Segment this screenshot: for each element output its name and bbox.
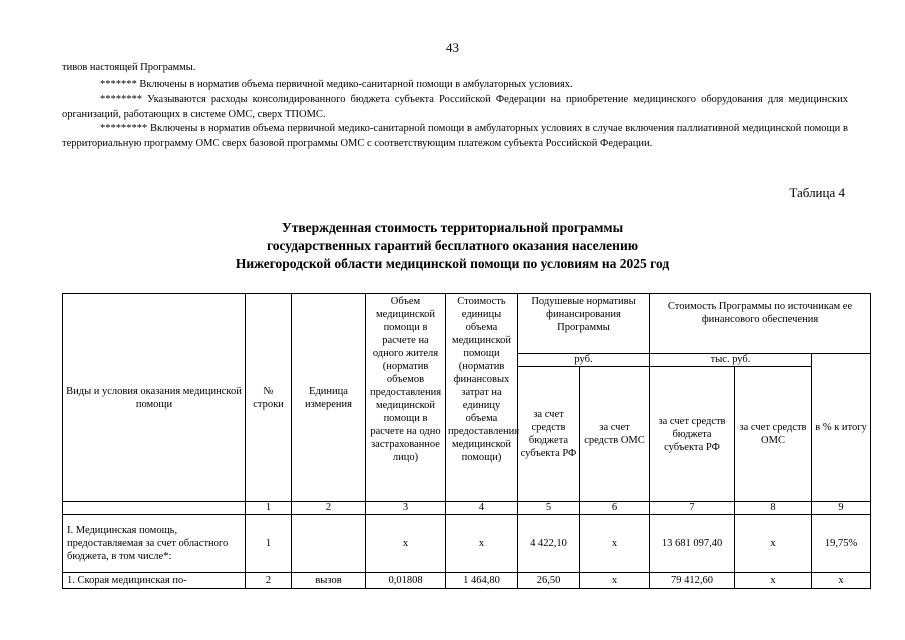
column-number: 6: [580, 502, 650, 515]
row-unit: вызов: [292, 573, 366, 589]
row-percent: х: [812, 573, 871, 589]
heading-line-2: государственных гарантий бесплатного оказания населению: [266, 238, 639, 253]
column-number: 2: [292, 502, 366, 515]
row-budget-thous: 13 681 097,40: [650, 515, 735, 573]
col-header-cost: Стоимость единицы объема медицинской помощи (норматив финансовых затрат на единицу объема предоставления медицинской помощи): [446, 294, 518, 502]
table-heading: [0, 219, 905, 273]
row-cost: х: [446, 515, 518, 573]
heading-line-1: Утвержденная стоимость территориальной программы: [281, 220, 624, 235]
row-number: 2: [246, 573, 292, 589]
col-header-budget-thous: за счет средств бюджета субъекта РФ: [650, 367, 735, 502]
heading-line-3: Нижегородской области медицинской помощи по условиям на 2025 год: [235, 256, 670, 271]
column-number-row: [63, 502, 871, 515]
page-number: 43: [446, 40, 459, 55]
row-budget-rub: 4 422,10: [518, 515, 580, 573]
row-oms-thous: х: [735, 573, 812, 589]
column-number: 4: [446, 502, 518, 515]
footnote-7-stars: ******* Включены в норматив объема первичной медико-санитарной помощи в амбулаторных условиях.: [100, 79, 573, 90]
row-name: I. Медицинская помощь, предоставляемая за счет областного бюджета, в том числе*:: [63, 515, 246, 573]
col-header-unit: Единица измерения: [292, 294, 366, 502]
col-header-row-no: № строки: [246, 294, 292, 502]
row-percent: 19,75%: [812, 515, 871, 573]
column-number: 1: [246, 502, 292, 515]
col-header-thous-rub: тыс. руб.: [650, 354, 812, 367]
col-header-oms-rub: за счет средств ОМС: [580, 367, 650, 502]
column-number: [63, 502, 246, 515]
footnote-8-stars: ******** Указываются расходы консолидированного бюджета субъекта Российской Федерации на приобретение медицинского оборудования для медицинских организаций, работающих в системе ОМС, сверх ТПОМС.: [62, 94, 848, 120]
col-header-budget-rub: за счет средств бюджета субъекта РФ: [518, 367, 580, 502]
column-number: 8: [735, 502, 812, 515]
row-volume: 0,01808: [366, 573, 446, 589]
col-header-rub: руб.: [518, 354, 650, 367]
row-budget-thous: 79 412,60: [650, 573, 735, 589]
col-header-kinds: Виды и условия оказания медицинской помощи: [63, 294, 246, 502]
row-cost: 1 464,80: [446, 573, 518, 589]
col-header-percent: в % к итогу: [812, 354, 871, 502]
row-number: 1: [246, 515, 292, 573]
row-oms-rub: х: [580, 515, 650, 573]
table-row: [63, 573, 871, 589]
row-oms-thous: х: [735, 515, 812, 573]
row-unit: [292, 515, 366, 573]
col-header-program-cost: Стоимость Программы по источникам ее финансового обеспечения: [650, 294, 871, 354]
column-number: 9: [812, 502, 871, 515]
col-header-volume: Объем медицинской помощи в расчете на одного жителя (норматив объемов предоставления медицинской помощи в расчете на одно застрахованное лицо): [366, 294, 446, 502]
footnote-continuation: тивов настоящей Программы.: [62, 62, 196, 73]
cost-table: [62, 293, 871, 589]
col-header-oms-thous: за счет средств ОМС: [735, 367, 812, 502]
row-name: 1. Скорая медицинская по-: [63, 573, 246, 589]
header-row-1: [63, 294, 871, 354]
column-number: 7: [650, 502, 735, 515]
row-volume: х: [366, 515, 446, 573]
col-header-per-capita: Подушевые нормативы финансирования Программы: [518, 294, 650, 354]
table-label: Таблица 4: [789, 185, 845, 200]
row-oms-rub: х: [580, 573, 650, 589]
table-row: [63, 515, 871, 573]
footnote-9-stars: ********* Включены в норматив объема первичной медико-санитарной помощи в амбулаторных условиях в случае включения паллиативной медицинской помощи в территориальную программу ОМС сверх базовой программы ОМС с соответствующим платежом субъекта Российской Федерации.: [62, 123, 848, 149]
column-number: 3: [366, 502, 446, 515]
row-budget-rub: 26,50: [518, 573, 580, 589]
column-number: 5: [518, 502, 580, 515]
